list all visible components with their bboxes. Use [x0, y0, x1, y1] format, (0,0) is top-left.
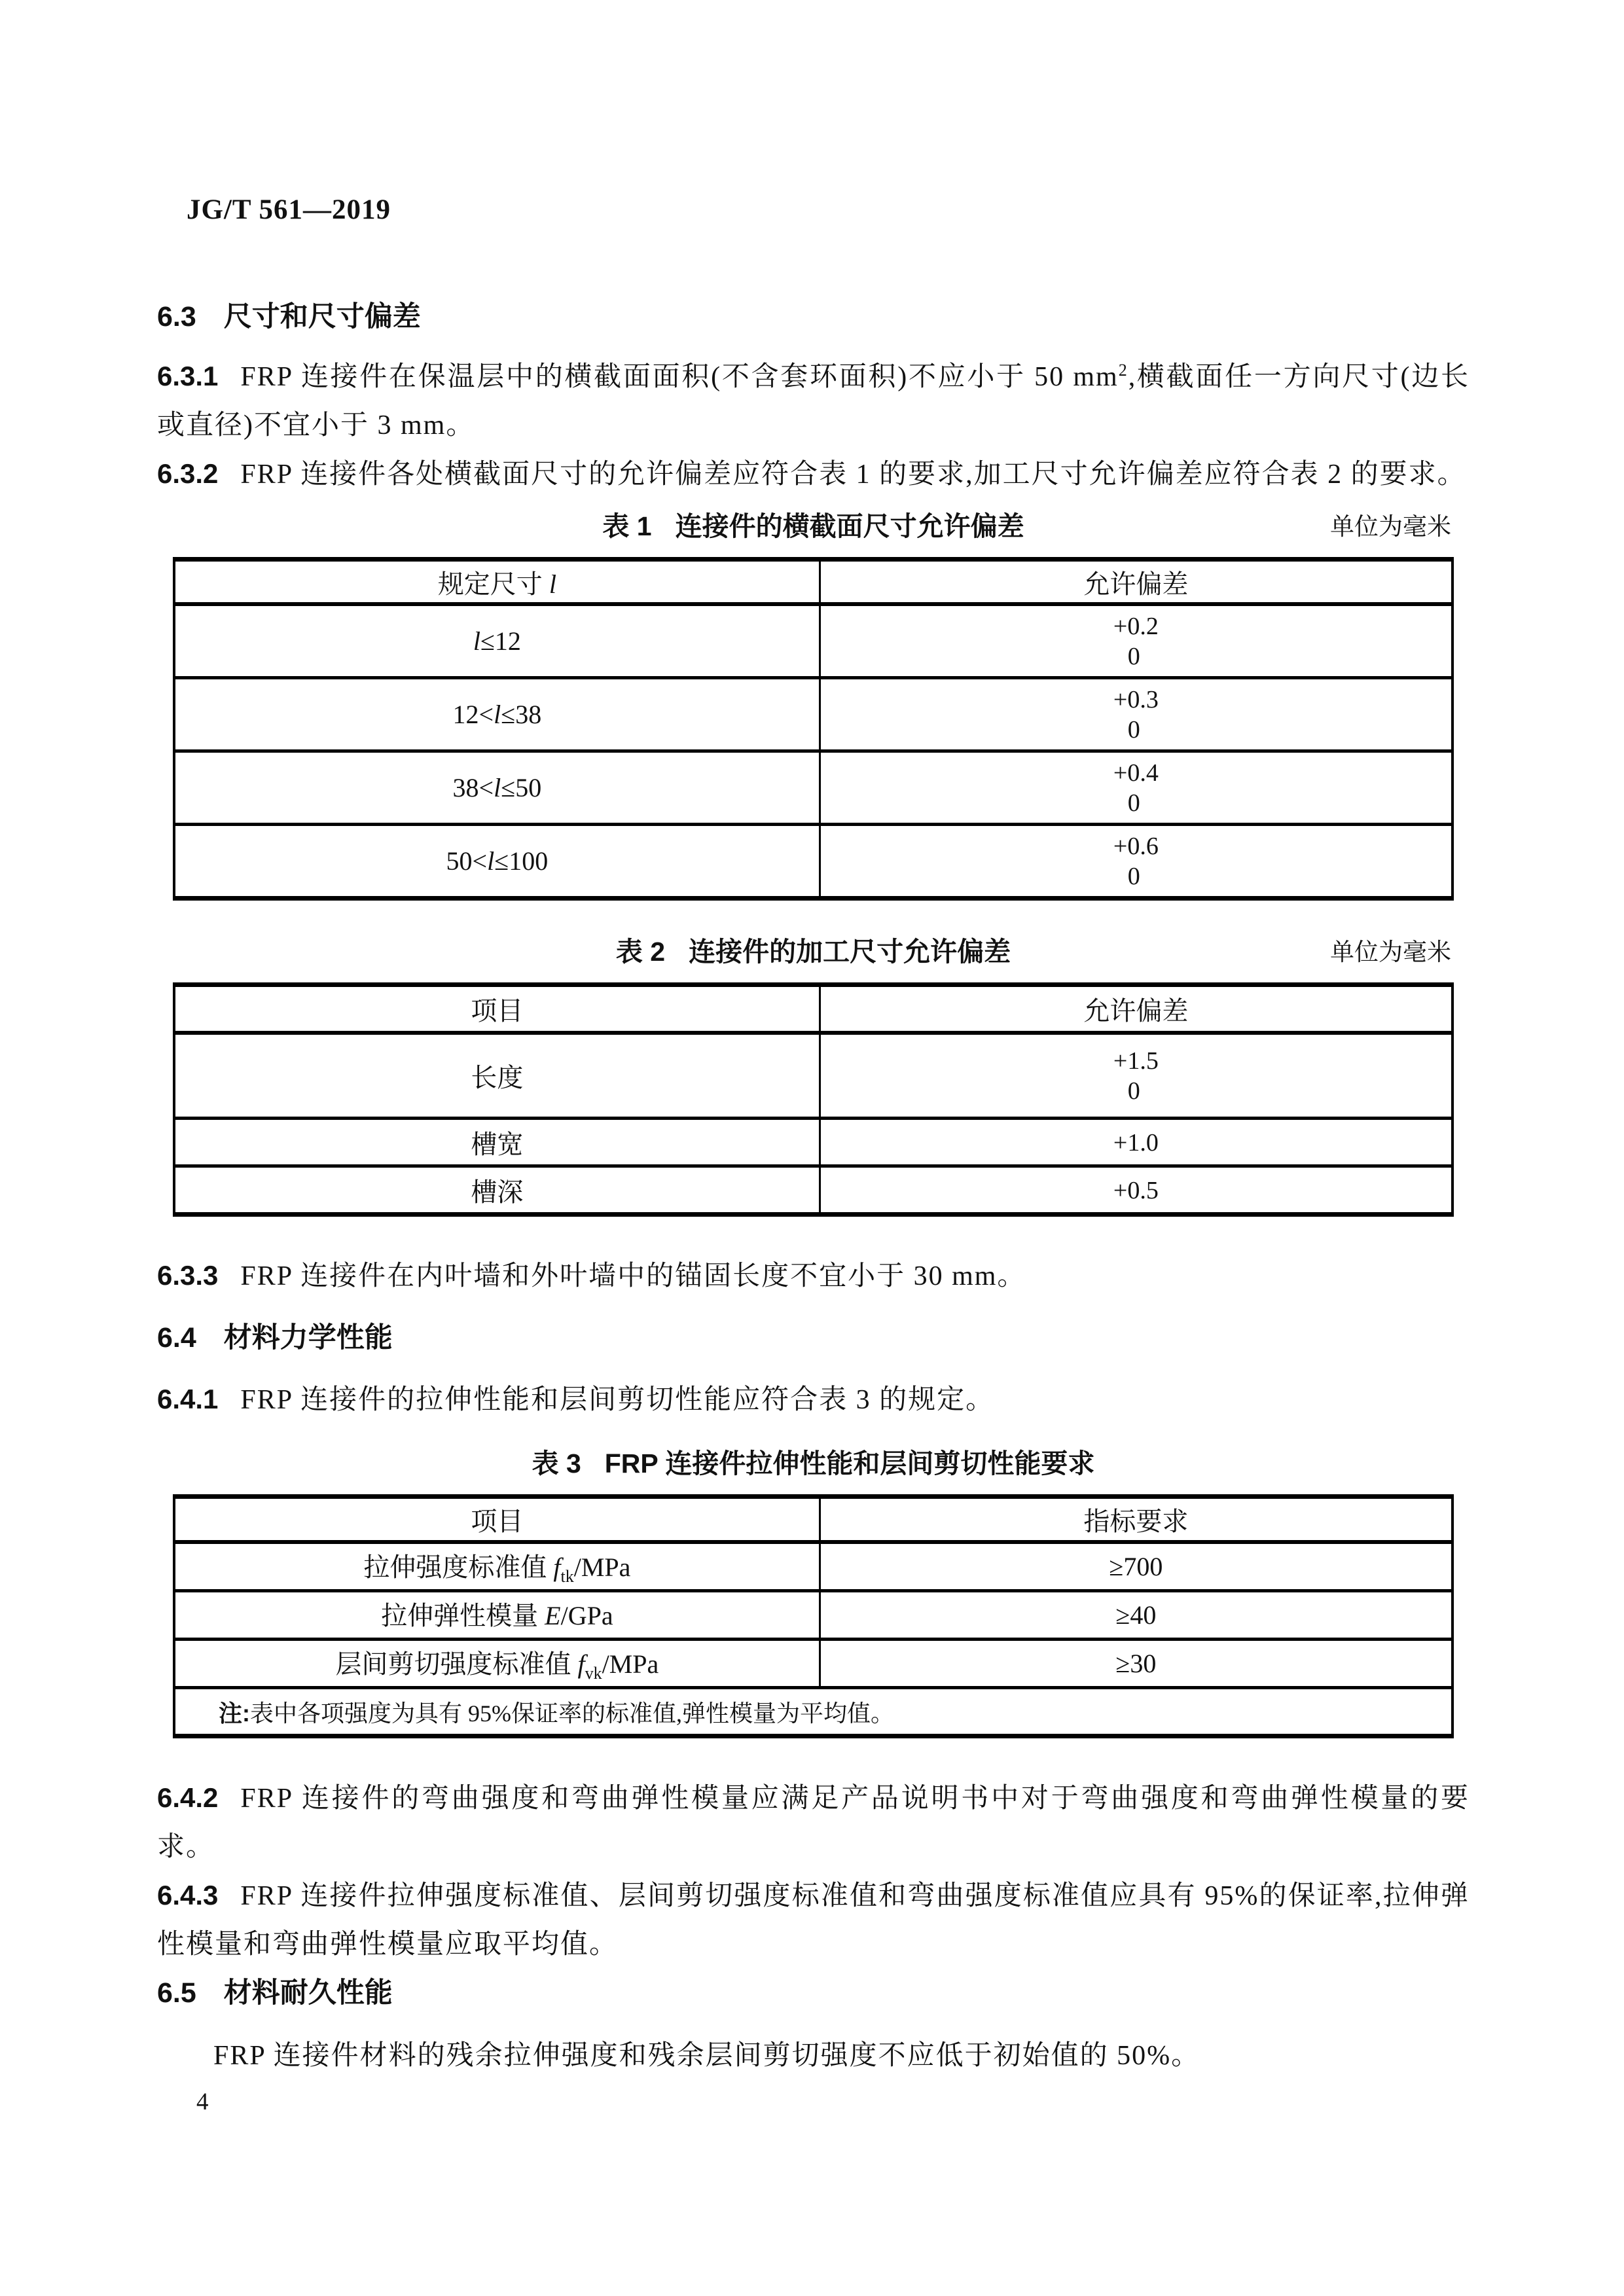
table-row	[174, 1033, 1453, 1119]
table3-caption	[532, 1448, 1095, 1479]
dimension-symbol: l	[494, 773, 501, 802]
tolerance-cell	[820, 825, 1453, 899]
table-row	[174, 1119, 1453, 1166]
table-row	[174, 1542, 1453, 1591]
dimension-symbol: l	[549, 569, 556, 599]
clause-number: 6.3.1	[157, 361, 219, 391]
page-number: 4	[196, 2089, 209, 2115]
tolerance-cell	[820, 678, 1453, 751]
table3-caption-row	[157, 1439, 1470, 1494]
requirement-cell: ≥700	[820, 1542, 1453, 1591]
clause-text: FRP 连接件材料的残余拉伸强度和残余层间剪切强度不应低于初始值的 50%。	[213, 2041, 1200, 2071]
tolerance-stack: +0.2 0	[1113, 612, 1159, 670]
tolerance-cell	[820, 1166, 1453, 1215]
clause-text: FRP 连接件在保温层中的横截面面积(不含套环面积)不应小于 50 mm	[240, 362, 1119, 392]
table3-note-row	[174, 1688, 1453, 1736]
table-row	[174, 1640, 1453, 1688]
clause-number: 6.3.3	[157, 1260, 219, 1291]
table1-header-row	[174, 560, 1453, 605]
section-title: 尺寸和尺寸偏差	[223, 301, 421, 332]
property-cell: 拉伸强度标准值 $f_{tk}$/MPa	[174, 1542, 820, 1591]
clause-6-5-text	[157, 2032, 1470, 2080]
table-row	[174, 678, 1453, 751]
clause-6-4-1	[157, 1375, 1470, 1424]
table1-caption-number: 表 1	[602, 511, 652, 541]
clause-number: 6.4.3	[157, 1880, 219, 1910]
standard-number-header: JG/T 561—2019	[187, 194, 391, 225]
tolerance-cell	[820, 751, 1453, 825]
section-number: 6.4	[157, 1322, 196, 1354]
property-cell: 拉伸弹性模量 E/GPa	[174, 1591, 820, 1640]
note-label: 注:	[219, 1699, 250, 1727]
table2-caption-row	[157, 927, 1470, 982]
table3-caption-number: 表 3	[532, 1448, 581, 1479]
table1-caption-row	[157, 502, 1470, 557]
table2-caption-title: 连接件的加工尺寸允许偏差	[689, 937, 1011, 967]
table1-col1-header: 规定尺寸 l	[174, 560, 820, 605]
item-cell: 槽深	[471, 1177, 524, 1207]
table1-col2-header: 允许偏差	[820, 560, 1453, 605]
spec-dimension-cell: 38<l≤50	[174, 751, 820, 825]
dimension-symbol: l	[487, 846, 495, 876]
table3-header-row	[174, 1497, 1453, 1543]
clause-6-4-3	[157, 1871, 1470, 1969]
tolerance-stack: +0.4 0	[1113, 759, 1159, 817]
section-heading-6-4	[157, 1314, 1470, 1362]
spec-dimension-cell: 12<l≤38	[174, 678, 820, 751]
requirement-cell: ≥40	[820, 1591, 1453, 1640]
table2-caption	[616, 937, 1011, 967]
requirement-cell: ≥30	[820, 1640, 1453, 1688]
clause-6-3-1	[157, 346, 1470, 450]
clause-text: FRP 连接件在内叶墙和外叶墙中的锚固长度不宜小于 30 mm。	[240, 1261, 1026, 1291]
note-text: 表中各项强度为具有 95%保证率的标准值,弹性模量为平均值。	[250, 1700, 894, 1727]
section-heading-6-3	[157, 293, 1470, 341]
clause-text: FRP 连接件各处横截面尺寸的允许偏差应符合表 1 的要求,加工尺寸允许偏差应符合表 2 的要求。	[240, 459, 1466, 490]
table-row	[174, 1166, 1453, 1215]
table-row	[174, 1591, 1453, 1640]
table3-col2-header: 指标要求	[820, 1497, 1453, 1543]
page-content	[0, 186, 1624, 2122]
item-cell: 槽宽	[174, 1119, 820, 1166]
table2-header-row	[174, 985, 1453, 1033]
section-heading-6-5	[157, 1969, 1470, 2017]
clause-6-3-3	[157, 1251, 1470, 1300]
tolerance-stack: +1.5 0	[1113, 1047, 1159, 1105]
property-cell: 层间剪切强度标准值 $f_{vk}$/MPa	[174, 1640, 820, 1688]
clause-text: FRP 连接件的弯曲强度和弯曲弹性模量应满足产品说明书中对于弯曲强度和弯曲弹性模量的要求。	[157, 1784, 1470, 1862]
clause-6-3-2	[157, 450, 1470, 499]
table-row	[174, 825, 1453, 899]
symbol-subscript: vk	[585, 1664, 602, 1683]
superscript-2: 2	[1118, 361, 1128, 380]
dimension-symbol: l	[494, 700, 501, 729]
tolerance-stack: +0.6 0	[1113, 832, 1159, 890]
item-cell: 长度	[174, 1033, 820, 1119]
table2-unit-label: 单位为毫米	[1330, 939, 1451, 966]
spec-dimension-cell: 50<l≤100	[446, 846, 549, 876]
table1-caption	[602, 511, 1024, 541]
table3-note	[174, 1688, 1453, 1736]
spec-dimension-cell: l≤12	[174, 604, 820, 678]
table1-cross-section-tolerances	[173, 557, 1454, 901]
clause-text: ,横截面任一方向尺寸(边长或直径)不宜小于 3 mm。	[157, 362, 1470, 440]
tolerance-stack: +1.0	[1113, 1129, 1159, 1157]
clause-text: FRP 连接件的拉伸性能和层间剪切性能应符合表 3 的规定。	[240, 1385, 995, 1415]
clause-number: 6.4.2	[157, 1782, 219, 1813]
symbol-subscript: tk	[560, 1567, 574, 1586]
table2-machining-tolerances	[173, 982, 1454, 1217]
table3-caption-title: FRP 连接件拉伸性能和层间剪切性能要求	[604, 1448, 1095, 1479]
table2-col1-header: 项目	[174, 985, 820, 1033]
tolerance-cell	[820, 1119, 1453, 1166]
symbol-f: f	[577, 1649, 585, 1679]
table2-caption-number: 表 2	[615, 937, 666, 967]
clause-number: 6.4.1	[157, 1384, 219, 1414]
table1-unit-label: 单位为毫米	[1330, 514, 1451, 541]
section-title: 材料耐久性能	[223, 1977, 393, 2009]
table3-mechanical-requirements	[173, 1494, 1454, 1738]
tolerance-stack: +0.3 0	[1113, 685, 1159, 744]
dimension-symbol: l	[473, 626, 480, 656]
table3-col1-header: 项目	[174, 1497, 820, 1543]
clause-text: FRP 连接件拉伸强度标准值、层间剪切强度标准值和弯曲强度标准值应具有 95%的保证率,拉伸弹性模量和弯曲弹性模量应取平均值。	[157, 1881, 1470, 1960]
clause-number: 6.3.2	[157, 458, 219, 489]
tolerance-cell	[820, 1033, 1453, 1119]
section-number: 6.5	[157, 1977, 196, 2009]
clause-6-4-2	[157, 1774, 1470, 1871]
section-number: 6.3	[157, 301, 196, 332]
symbol-f: f	[553, 1552, 561, 1582]
table-row	[174, 751, 1453, 825]
symbol-E: E	[545, 1601, 561, 1630]
table1-caption-title: 连接件的横截面尺寸允许偏差	[675, 511, 1024, 541]
table-row	[174, 604, 1453, 678]
table2-col2-header: 允许偏差	[820, 985, 1453, 1033]
section-title: 材料力学性能	[223, 1322, 393, 1354]
tolerance-cell	[820, 604, 1453, 678]
tolerance-stack: +0.5	[1113, 1177, 1159, 1204]
